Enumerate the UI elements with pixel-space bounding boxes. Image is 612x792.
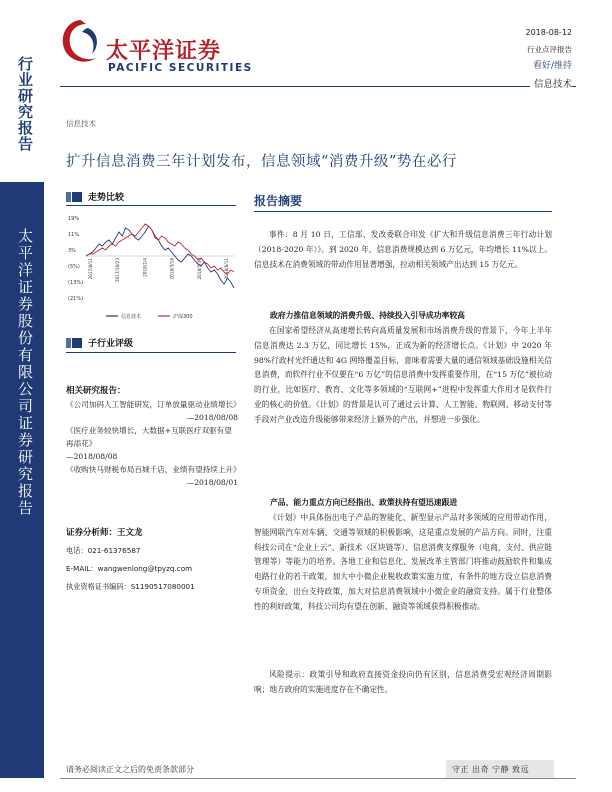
heading-marker-icon bbox=[66, 192, 71, 202]
y-tick-label: (13%) bbox=[68, 280, 84, 286]
trend-chart bbox=[66, 212, 242, 324]
legend-label: 信息技术 bbox=[121, 314, 142, 320]
risk-paragraph: 风险提示：政策引导和政府直接资金投向仍有区别，信息消费受宏观经济周期影响；地方政府的实施进度存在不确定性。 bbox=[254, 670, 552, 694]
report-date: 2018-08-12 bbox=[525, 28, 572, 37]
header-divider bbox=[60, 86, 576, 87]
subheading-products: 产品、能力重点方向已经指出、政策扶持有望迅速跟进 bbox=[270, 498, 458, 507]
legend-label: 沪深300 bbox=[173, 314, 193, 320]
products-paragraph: 《计划》中具体指出电子产品的智能化、新型显示产品对多领域的应用带动作用，智能网联汽车对车辆、交通等领域的积极影响，这是重点发展的产品方向。同时，注重科技公司在“企业上云”、新技术（区块链等）、信息消费支撑服务（电商、支付、供应链管理等）等能力的培养。各地工业和信息化、发展改革主管部门将推动鼓励软件和集成电路行业的若干政策，加大中小微企业税收政策实施力度，有条件的地方设立信息消费专项资金，出台支持政策，加大对信息消费领域中小微企业的融资支持。属于行业整体性的利好政策，科技公司均有望在创新、融资等领域获得积极推动。 bbox=[254, 513, 552, 611]
policy-paragraph: 在国家希望经济从高速增长转向高质量发展和市场消费升级的背景下，今年上半年信息消费达 2.3 万亿，同比增长 15%，正成为新的经济增长点。《计划》中 2020 年 98%行政村光纤通达和 4G 网络覆盖目标，意味着需要大量的通信领域基础设施相关信息消费，而软件行业不仅要在“6 万亿”的信息消费中发挥重要作用，在“15 万亿”被拉动的行业，比如医疗、教育、文化等多领域的“互联网+”进程中发挥重大作用才是软件行业的核心的价值。《计划》的背景是认可了通过云计算、人工智能、物联网、移动支付等手段对产业改造升级能够带来经济上额外的产出，并想进一步强化。 bbox=[254, 326, 552, 424]
page-title: 扩升信息消费三年计划发布，信息领域“消费升级”势在必行 bbox=[66, 154, 457, 170]
x-tick-label: 2017/10/23 bbox=[115, 258, 121, 283]
analyst-license: 执业资格证书编码：S1190517080001 bbox=[66, 582, 195, 591]
footer-disclaimer: 请务必阅读正文之后的免责条款部分 bbox=[66, 765, 194, 774]
y-tick-label: 3% bbox=[68, 248, 76, 254]
section-divider bbox=[66, 352, 236, 353]
related-report-title[interactable]: 《收购快马财税布局百城千店，业绩有望持续上升》 bbox=[66, 465, 241, 474]
footer-divider bbox=[60, 778, 576, 779]
series-line bbox=[86, 224, 234, 274]
analyst-heading: 证券分析师：王文龙 bbox=[66, 528, 143, 538]
related-report-title[interactable]: 《医疗业务较快增长，大数据+互联医疗双驱有望再添花》 bbox=[66, 426, 232, 448]
x-tick-label: 2018/3/18 bbox=[169, 258, 175, 280]
section-divider bbox=[66, 205, 236, 206]
header-sector: 信息技术 bbox=[530, 76, 572, 90]
analyst-email[interactable]: E-MAIL：wangwenlong@tpyzq.com bbox=[66, 564, 193, 573]
series-line bbox=[86, 226, 234, 288]
x-tick-label: 2018/5/30 bbox=[196, 258, 202, 280]
company-logo-icon bbox=[58, 16, 102, 68]
analyst-phone: 电话：021-61376587 bbox=[66, 546, 141, 555]
y-tick-label: (5%) bbox=[68, 264, 80, 270]
summary-divider bbox=[254, 211, 552, 212]
related-report-item[interactable] bbox=[66, 398, 241, 424]
x-tick-label: 2018/1/4 bbox=[142, 258, 148, 277]
sub-industry-heading-label: 子行业评级 bbox=[88, 339, 134, 349]
summary-heading: 报告摘要 bbox=[254, 194, 303, 208]
trend-heading bbox=[66, 190, 124, 203]
related-reports-heading: 相关研究报告： bbox=[66, 386, 126, 396]
heading-marker-icon bbox=[72, 192, 82, 202]
heading-marker-icon bbox=[72, 338, 82, 348]
footer-motto: 守正 出奇 宁静 致远 bbox=[452, 765, 530, 774]
related-report-title[interactable]: 《公司加码人工智能研发，订单放量驱动业绩增长》 bbox=[66, 400, 241, 409]
company-name-en: PACIFIC SECURITIES bbox=[108, 62, 253, 74]
heading-marker-icon bbox=[66, 338, 71, 348]
related-report-date: —2018/08/08 bbox=[186, 413, 238, 422]
y-tick-label: 19% bbox=[68, 216, 80, 222]
related-reports-list bbox=[66, 398, 241, 489]
report-type: 行业点评报告 bbox=[527, 45, 572, 54]
y-tick-label: (21%) bbox=[68, 296, 84, 302]
related-report-date: —2018/08/01 bbox=[186, 478, 238, 487]
sidebar-company-label: 太平洋证券股份有限公司证券研究报告 bbox=[16, 228, 34, 517]
y-tick-label: 11% bbox=[68, 232, 80, 238]
subheading-policy: 政府力推信息领域的消费升级、持续投入引导成功率较高 bbox=[270, 311, 465, 320]
sector-label: 信息技术 bbox=[66, 119, 96, 128]
related-report-item[interactable] bbox=[66, 463, 241, 489]
event-paragraph: 事件：8 月 10 日，工信部、发改委联合印发《扩大和升级信息消费三年行动计划（2018-2020 年）》。到 2020 年，信息消费规模达到 6 万亿元，年均增长 11%以上。信息技术在消费领域的带动作用显著增强，拉动相关领域产出达到 15 万亿元。 bbox=[254, 230, 552, 269]
sidebar-report-category: 行业研究报告 bbox=[16, 56, 34, 152]
x-tick-label: 2018/8/11 bbox=[224, 258, 229, 280]
related-report-item[interactable] bbox=[66, 424, 238, 463]
trend-heading-label: 走势比较 bbox=[88, 193, 125, 203]
sub-industry-heading bbox=[66, 336, 133, 349]
related-report-date: —2018/08/08 bbox=[66, 452, 118, 461]
rating: 看好/维持 bbox=[532, 61, 572, 71]
company-name-cn: 太平洋证券 bbox=[106, 39, 222, 64]
x-tick-label: 2017/8/11 bbox=[88, 258, 93, 280]
